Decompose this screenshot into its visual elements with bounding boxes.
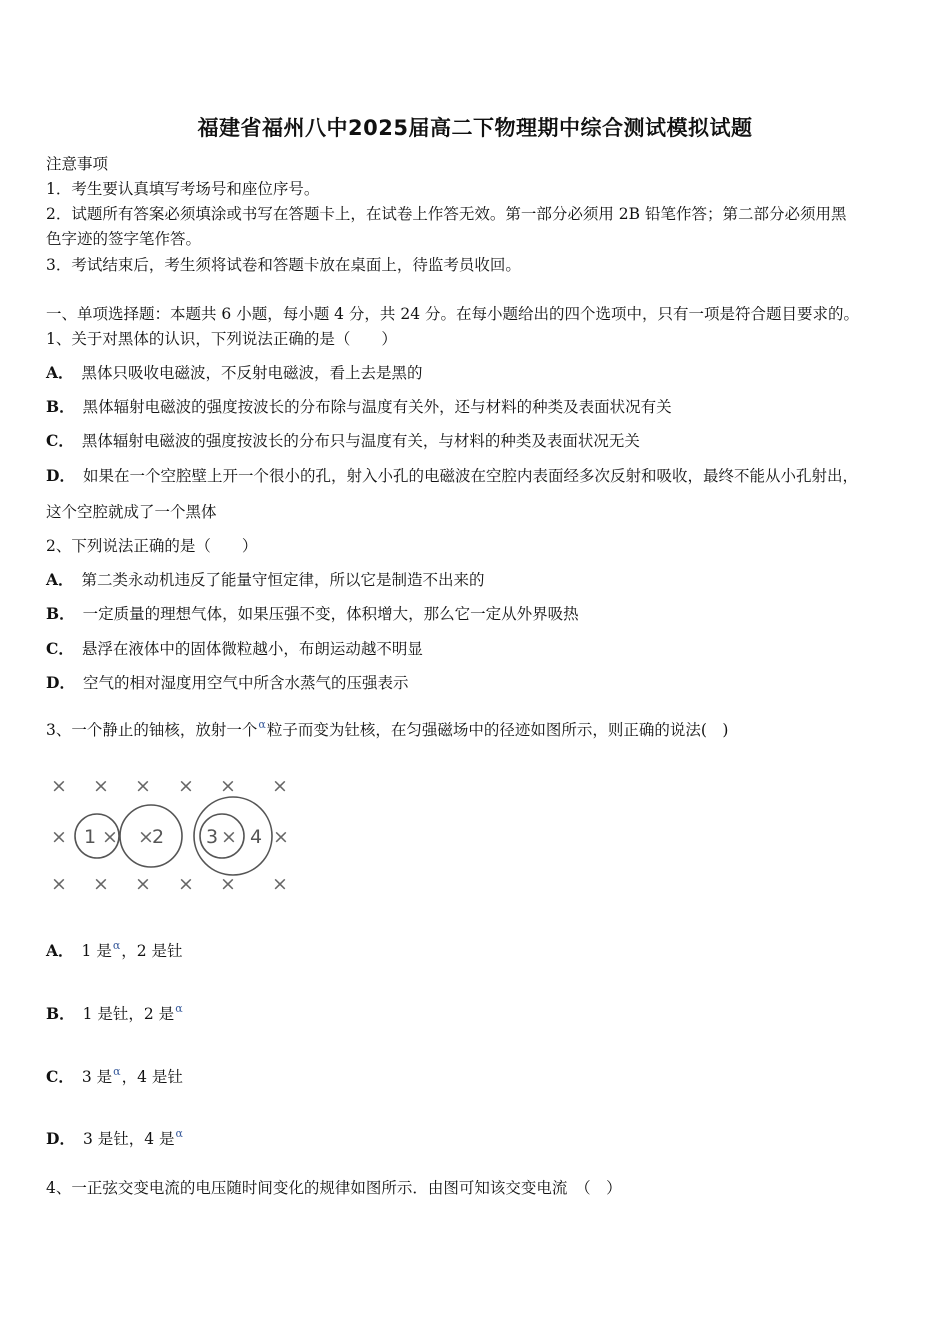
- alpha-symbol: α: [175, 1002, 183, 1015]
- field-cross: ×: [135, 873, 151, 895]
- track-label-2: 2: [151, 826, 165, 848]
- field-cross: ×: [51, 873, 67, 895]
- page-title: 福建省福州八中2025届高二下物理期中综合测试模拟试题: [197, 116, 753, 140]
- question-3-stem: 3、一个静止的铀核，放射一个$^\alpha$粒子而变为钍核，在匀强磁场中的径迹如图所示，则正确的说法( ): [46, 718, 729, 739]
- question-1-option-c: C． 黑体辐射电磁波的强度按波长的分布只与温度有关，与材料的种类及表面状况无关: [46, 431, 640, 450]
- notice-item-2-cont: 色字迹的签字笔作答。: [46, 230, 202, 248]
- question-3-option-c: C． 3 是$^\alpha$，4 是钍: [46, 1065, 183, 1086]
- field-cross: ×: [178, 775, 194, 797]
- alpha-symbol: α: [258, 718, 266, 731]
- field-cross: ×: [93, 873, 109, 895]
- question-3-option-d: D． 3 是钍，4 是$^\alpha$: [46, 1127, 183, 1148]
- field-cross: ×: [135, 775, 151, 797]
- question-1-option-d: D． 如果在一个空腔壁上开一个很小的孔，射入小孔的电磁波在空腔内表面经多次反射和吸收，最终不能从小孔射出，: [46, 466, 858, 485]
- alpha-symbol: α: [113, 1065, 121, 1078]
- question-2-option-b: B． 一定质量的理想气体，如果压强不变，体积增大，那么它一定从外界吸热: [46, 604, 579, 623]
- track-label-1: 1: [83, 826, 97, 848]
- notice-item-2: 2．试题所有答案必须填涂或书写在答题卡上，在试卷上作答无效。第一部分必须用 2B 铅笔作答；第二部分必须用黑: [46, 205, 847, 223]
- field-cross: ×: [51, 775, 67, 797]
- field-cross: ×: [220, 873, 236, 895]
- field-cross: ×: [102, 826, 118, 848]
- field-cross: ×: [93, 775, 109, 797]
- question-1-option-b: B． 黑体辐射电磁波的强度按波长的分布除与温度有关外，还与材料的种类及表面状况有关: [46, 397, 672, 416]
- question-2-option-c: C． 悬浮在液体中的固体微粒越小，布朗运动越不明显: [46, 639, 423, 658]
- field-cross: ×: [220, 775, 236, 797]
- magnetic-field-track-figure: [40, 765, 310, 895]
- question-2-stem: 2、下列说法正确的是（ ）: [46, 537, 258, 555]
- field-cross: ×: [138, 826, 154, 848]
- notice-item-3: 3．考试结束后，考生须将试卷和答题卡放在桌面上，待监考员收回。: [46, 256, 521, 274]
- field-cross: ×: [272, 873, 288, 895]
- alpha-symbol: α: [175, 1127, 183, 1140]
- notice-heading: 注意事项: [46, 155, 109, 173]
- question-3-option-a: A． 1 是$^\alpha$，2 是钍: [46, 939, 183, 960]
- field-cross: ×: [178, 873, 194, 895]
- question-2-option-a: A． 第二类永动机违反了能量守恒定律，所以它是制造不出来的: [46, 570, 485, 589]
- field-cross: ×: [221, 826, 237, 848]
- question-4-stem: 4、一正弦交变电流的电压随时间变化的规律如图所示．由图可知该交变电流 （ ）: [46, 1179, 622, 1197]
- question-3-option-b: B． 1 是钍，2 是$^\alpha$: [46, 1002, 183, 1023]
- field-cross: ×: [272, 775, 288, 797]
- notice-item-1: 1．考生要认真填写考场号和座位序号。: [46, 180, 320, 198]
- track-label-4: 4: [249, 826, 263, 848]
- question-1-option-d-cont: 这个空腔就成了一个黑体: [46, 503, 217, 521]
- section-heading: 一、单项选择题：本题共 6 小题，每小题 4 分，共 24 分。在每小题给出的四个选项中，只有一项是符合题目要求的。: [46, 305, 860, 323]
- question-1-option-a: A． 黑体只吸收电磁波，不反射电磁波，看上去是黑的: [46, 363, 423, 382]
- question-2-option-d: D． 空气的相对湿度用空气中所含水蒸气的压强表示: [46, 673, 409, 692]
- alpha-symbol: α: [112, 939, 121, 952]
- track-label-3: 3: [205, 826, 219, 848]
- field-cross: ×: [273, 826, 289, 848]
- question-1-stem: 1、关于对黑体的认识，下列说法正确的是（ ）: [46, 330, 397, 348]
- field-cross: ×: [51, 826, 67, 848]
